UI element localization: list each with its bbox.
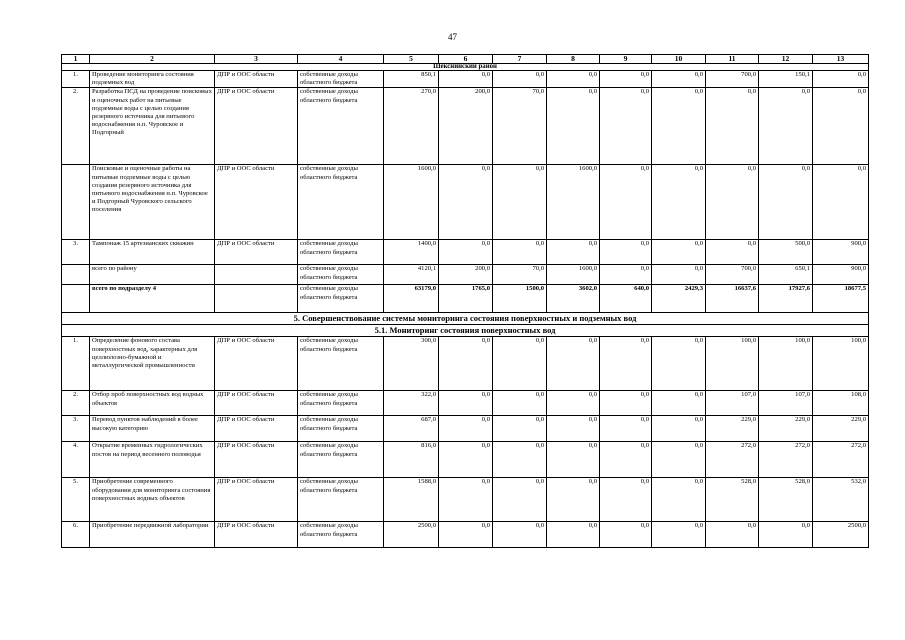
measure-name: Перевод пунктов наблюдений в более высокую категорию <box>90 416 215 442</box>
value-cell: 229,0 <box>813 416 869 442</box>
value-cell: 0,0 <box>813 88 869 165</box>
value-cell: 63179,0 <box>384 285 439 313</box>
column-header: 5 <box>384 55 439 64</box>
value-cell: 270,0 <box>384 88 439 165</box>
value-cell: 0,0 <box>600 71 652 88</box>
value-cell: 70,0 <box>493 265 547 285</box>
column-header: 7 <box>493 55 547 64</box>
executor <box>215 265 298 285</box>
table-row <box>62 165 869 240</box>
table-row <box>62 337 869 391</box>
executor: ДПР и ООС области <box>215 391 298 416</box>
value-cell: 0,0 <box>652 442 706 478</box>
value-cell: 200,0 <box>439 265 493 285</box>
row-number: 1. <box>62 337 90 391</box>
value-cell: 0,0 <box>600 165 652 240</box>
value-cell: 272,0 <box>706 442 759 478</box>
value-cell: 0,0 <box>600 265 652 285</box>
value-cell: 0,0 <box>759 522 813 548</box>
table-row <box>62 522 869 548</box>
value-cell: 300,0 <box>384 337 439 391</box>
value-cell: 0,0 <box>652 522 706 548</box>
page-number: 47 <box>448 32 457 42</box>
value-cell: 0,0 <box>493 442 547 478</box>
value-cell: 1400,0 <box>384 240 439 265</box>
value-cell: 528,0 <box>759 478 813 522</box>
value-cell: 100,0 <box>759 337 813 391</box>
value-cell: 0,0 <box>493 522 547 548</box>
value-cell: 0,0 <box>652 337 706 391</box>
section-title: 5. Совершенствование системы мониторинга состояния поверхностных и подземных вод <box>62 313 869 325</box>
funding-source: собственные доходы областного бюджета <box>298 265 384 285</box>
value-cell: 0,0 <box>547 522 600 548</box>
row-number: 6. <box>62 522 90 548</box>
value-cell: 0,0 <box>706 88 759 165</box>
measure-name: всего по подразделу 4 <box>90 285 215 313</box>
value-cell: 0,0 <box>439 71 493 88</box>
measure-name: Тампонаж 15 артезианских скважин <box>90 240 215 265</box>
value-cell: 0,0 <box>439 478 493 522</box>
column-header: 8 <box>547 55 600 64</box>
table-row <box>62 71 869 88</box>
value-cell: 0,0 <box>813 165 869 240</box>
value-cell: 640,0 <box>600 285 652 313</box>
table-row <box>62 478 869 522</box>
value-cell: 700,0 <box>706 71 759 88</box>
column-header: 12 <box>759 55 813 64</box>
value-cell: 0,0 <box>547 478 600 522</box>
value-cell: 816,0 <box>384 442 439 478</box>
value-cell: 0,0 <box>706 240 759 265</box>
value-cell: 18677,5 <box>813 285 869 313</box>
value-cell: 0,0 <box>547 88 600 165</box>
value-cell: 1600,0 <box>384 165 439 240</box>
row-number: 1. <box>62 71 90 88</box>
value-cell: 0,0 <box>706 165 759 240</box>
district-title: Шекснинский район <box>62 64 869 71</box>
value-cell: 107,0 <box>759 391 813 416</box>
value-cell: 0,0 <box>813 71 869 88</box>
funding-source: собственные доходы областного бюджета <box>298 165 384 240</box>
value-cell: 0,0 <box>600 442 652 478</box>
value-cell: 0,0 <box>439 522 493 548</box>
table-row <box>62 391 869 416</box>
executor: ДПР и ООС области <box>215 71 298 88</box>
funding-source: собственные доходы областного бюджета <box>298 285 384 313</box>
value-cell: 0,0 <box>652 265 706 285</box>
row-number: 4. <box>62 442 90 478</box>
value-cell: 0,0 <box>652 71 706 88</box>
funding-source: собственные доходы областного бюджета <box>298 478 384 522</box>
budget-table <box>61 54 869 548</box>
row-number <box>62 265 90 285</box>
funding-source: собственные доходы областного бюджета <box>298 71 384 88</box>
table-row <box>62 416 869 442</box>
value-cell: 4120,1 <box>384 265 439 285</box>
header-row <box>62 55 869 64</box>
value-cell: 2500,0 <box>813 522 869 548</box>
value-cell: 0,0 <box>652 88 706 165</box>
value-cell: 200,0 <box>439 88 493 165</box>
value-cell: 322,0 <box>384 391 439 416</box>
value-cell: 150,1 <box>759 71 813 88</box>
column-header: 3 <box>215 55 298 64</box>
value-cell: 0,0 <box>439 165 493 240</box>
value-cell: 0,0 <box>652 416 706 442</box>
value-cell: 100,0 <box>813 337 869 391</box>
value-cell: 0,0 <box>493 240 547 265</box>
value-cell: 1600,0 <box>547 265 600 285</box>
column-header: 4 <box>298 55 384 64</box>
table-row <box>62 442 869 478</box>
funding-source: собственные доходы областного бюджета <box>298 416 384 442</box>
value-cell: 0,0 <box>600 522 652 548</box>
value-cell: 650,1 <box>759 265 813 285</box>
value-cell: 100,0 <box>706 337 759 391</box>
measure-name: всего по району <box>90 265 215 285</box>
value-cell: 0,0 <box>493 71 547 88</box>
row-number: 2. <box>62 88 90 165</box>
value-cell: 107,0 <box>706 391 759 416</box>
measure-name: Открытие временных гидрологических постов на период весеннего половодья <box>90 442 215 478</box>
value-cell: 0,0 <box>547 416 600 442</box>
measure-name: Определение фонового состава поверхностных вод, характерных для целлюлозно-бумажной и металлургической промышленности <box>90 337 215 391</box>
value-cell: 1600,0 <box>547 165 600 240</box>
executor <box>215 285 298 313</box>
value-cell: 500,0 <box>759 240 813 265</box>
column-header: 2 <box>90 55 215 64</box>
value-cell: 0,0 <box>600 391 652 416</box>
row-number <box>62 165 90 240</box>
row-number: 5. <box>62 478 90 522</box>
measure-name: Разработка ПСД на проведение поисковых и оценочных работ на питьевые подземные воды с целью создания резервного источника для питьевого водоснабжения н.п. Чуровское и Подгорный <box>90 88 215 165</box>
district-row <box>62 64 869 71</box>
column-header: 13 <box>813 55 869 64</box>
value-cell: 0,0 <box>439 391 493 416</box>
value-cell: 528,0 <box>706 478 759 522</box>
table-row <box>62 88 869 165</box>
executor: ДПР и ООС области <box>215 416 298 442</box>
value-cell: 1765,0 <box>439 285 493 313</box>
value-cell: 16637,6 <box>706 285 759 313</box>
executor: ДПР и ООС области <box>215 88 298 165</box>
value-cell: 687,0 <box>384 416 439 442</box>
executor: ДПР и ООС области <box>215 337 298 391</box>
executor: ДПР и ООС области <box>215 165 298 240</box>
executor: ДПР и ООС области <box>215 240 298 265</box>
value-cell: 17927,6 <box>759 285 813 313</box>
value-cell: 532,0 <box>813 478 869 522</box>
value-cell: 0,0 <box>706 522 759 548</box>
measure-name: Приобретение передвижной лаборатории <box>90 522 215 548</box>
value-cell: 0,0 <box>493 165 547 240</box>
value-cell: 0,0 <box>439 337 493 391</box>
value-cell: 272,0 <box>759 442 813 478</box>
value-cell: 1588,0 <box>384 478 439 522</box>
executor: ДПР и ООС области <box>215 522 298 548</box>
measure-name: Поисковые и оценочные работы на питьевые подземные воды с целью создания резервного источника для питьевого водоснабжения н.п. Чуровское и Подгорный Чуровского сельского поселения <box>90 165 215 240</box>
value-cell: 229,0 <box>759 416 813 442</box>
value-cell: 0,0 <box>547 337 600 391</box>
value-cell: 0,0 <box>600 416 652 442</box>
value-cell: 3602,0 <box>547 285 600 313</box>
row-number: 3. <box>62 416 90 442</box>
subsection-row <box>62 325 869 337</box>
value-cell: 0,0 <box>652 391 706 416</box>
funding-source: собственные доходы областного бюджета <box>298 522 384 548</box>
value-cell: 0,0 <box>600 240 652 265</box>
subsection-title: 5.1. Мониторинг состояния поверхностных вод <box>62 325 869 337</box>
measure-name: Приобретение современного оборудования для мониторинга состояния поверхностных водных объектов <box>90 478 215 522</box>
value-cell: 272,0 <box>813 442 869 478</box>
funding-source: собственные доходы областного бюджета <box>298 88 384 165</box>
value-cell: 0,0 <box>759 165 813 240</box>
value-cell: 0,0 <box>493 416 547 442</box>
measure-name: Проведение мониторинга состояния подземных вод <box>90 71 215 88</box>
section-row <box>62 313 869 325</box>
value-cell: 900,0 <box>813 240 869 265</box>
executor: ДПР и ООС области <box>215 442 298 478</box>
value-cell: 0,0 <box>547 391 600 416</box>
row-number: 3. <box>62 240 90 265</box>
measure-name: Отбор проб поверхностных вод водных объектов <box>90 391 215 416</box>
value-cell: 0,0 <box>547 240 600 265</box>
column-header: 1 <box>62 55 90 64</box>
value-cell: 0,0 <box>493 478 547 522</box>
value-cell: 0,0 <box>652 165 706 240</box>
value-cell: 0,0 <box>600 478 652 522</box>
value-cell: 0,0 <box>652 478 706 522</box>
value-cell: 0,0 <box>547 71 600 88</box>
value-cell: 0,0 <box>439 240 493 265</box>
value-cell: 0,0 <box>652 240 706 265</box>
value-cell: 0,0 <box>439 416 493 442</box>
row-number <box>62 285 90 313</box>
value-cell: 70,0 <box>493 88 547 165</box>
value-cell: 0,0 <box>547 442 600 478</box>
value-cell: 850,1 <box>384 71 439 88</box>
value-cell: 108,0 <box>813 391 869 416</box>
column-header: 10 <box>652 55 706 64</box>
table-row <box>62 285 869 313</box>
value-cell: 0,0 <box>600 88 652 165</box>
funding-source: собственные доходы областного бюджета <box>298 391 384 416</box>
row-number: 2. <box>62 391 90 416</box>
value-cell: 0,0 <box>493 391 547 416</box>
value-cell: 2429,3 <box>652 285 706 313</box>
value-cell: 2500,0 <box>384 522 439 548</box>
table-row <box>62 265 869 285</box>
funding-source: собственные доходы областного бюджета <box>298 240 384 265</box>
value-cell: 1500,0 <box>493 285 547 313</box>
executor: ДПР и ООС области <box>215 478 298 522</box>
column-header: 9 <box>600 55 652 64</box>
value-cell: 700,0 <box>706 265 759 285</box>
value-cell: 0,0 <box>439 442 493 478</box>
column-header: 11 <box>706 55 759 64</box>
value-cell: 0,0 <box>759 88 813 165</box>
value-cell: 0,0 <box>493 337 547 391</box>
value-cell: 0,0 <box>600 337 652 391</box>
value-cell: 229,0 <box>706 416 759 442</box>
funding-source: собственные доходы областного бюджета <box>298 442 384 478</box>
funding-source: собственные доходы областного бюджета <box>298 337 384 391</box>
value-cell: 900,0 <box>813 265 869 285</box>
table-row <box>62 240 869 265</box>
column-header: 6 <box>439 55 493 64</box>
